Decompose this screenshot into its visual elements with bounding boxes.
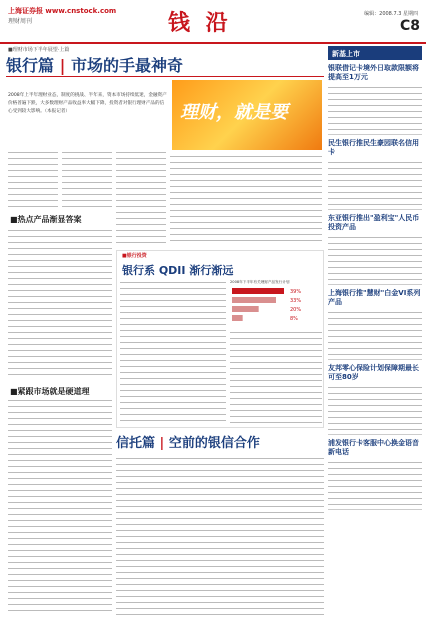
news-title: 友邦零心保险计划保障期最长可至80岁 [328, 364, 419, 381]
news-item [328, 364, 422, 435]
right-column [328, 46, 422, 616]
feature-title: 银行系 QDII 渐行渐远 [122, 264, 234, 277]
chart-title: 2008年下半年有关理财产品发行计划 [230, 280, 290, 284]
chart-value-label: 39% [290, 289, 302, 295]
chart-value-label: 20% [290, 307, 302, 313]
divider [328, 359, 422, 360]
subhead-hot: ■热点产品渐显答案 [10, 215, 82, 224]
news-item [328, 139, 422, 210]
sub-headline-sep: | [159, 436, 165, 451]
trust-body [116, 456, 324, 616]
news-item [328, 289, 422, 360]
news-body [328, 460, 422, 506]
news-item [328, 64, 422, 135]
news-item [328, 439, 422, 510]
headline-part2: 市场的手最神奇 [71, 56, 184, 75]
chart-bar [232, 297, 276, 303]
feature-body-right [230, 330, 322, 424]
bar-chart [230, 286, 322, 326]
lede-paragraph: 2008年上半年理财业态，制度的挑战、半年来，资本市场持续低迷，金融资产价格普遍下跌，大多数理财产品收益率大幅下降，投资者对银行理财产品的信心受到较大影响。（本报记者） [8, 93, 167, 114]
brand-label: 理财周刊 [8, 18, 33, 25]
right-column-header: 新基上市 [328, 46, 422, 60]
news-title: 上海银行推"慧财"白金VI系列产品 [328, 289, 421, 306]
feature-chart [230, 280, 322, 326]
news-body [328, 85, 422, 131]
hero-image [172, 80, 322, 150]
news-body [328, 160, 422, 206]
news-body [328, 385, 422, 431]
headline-part1: 银行篇 [6, 56, 55, 75]
divider [328, 434, 422, 435]
subhead-risk: ■紧跟市场就是硬道理 [10, 387, 90, 396]
chart-value-label: 33% [290, 298, 302, 304]
sub-headline [116, 432, 324, 452]
news-title: 东亚银行推出"盈利宝"人民币投资产品 [328, 214, 420, 231]
chart-bar [232, 288, 284, 294]
body-text-col3 [8, 398, 112, 614]
news-title: 民生银行推民生豪园联名信用卡 [328, 139, 419, 156]
news-body [328, 310, 422, 356]
sub-headline-part1: 信托篇 [116, 436, 156, 451]
newspaper-logo: 上海证券报 www.cnstock.com [8, 7, 117, 15]
sub-headline-part2: 空前的银信合作 [168, 436, 260, 451]
chart-bar [232, 306, 259, 312]
feature-tag: ■银行投资 [122, 253, 147, 259]
body-text-col1d [170, 154, 322, 244]
news-title: 浦发银行卡客服中心换金语音新电话 [328, 439, 419, 456]
page-number: C8 [399, 18, 420, 34]
body-text-col1c [116, 150, 166, 246]
subnav: ■理财市场下半年展望·上篇 [8, 47, 70, 53]
body-text-col1a [8, 150, 58, 210]
news-title: 银联借记卡境外日取款限额将提高至1万元 [328, 64, 419, 81]
hero-text: 理财，就是要 [180, 102, 288, 123]
chart-value-label: 8% [290, 316, 298, 322]
divider [328, 209, 422, 210]
headline-sep: | [59, 56, 66, 75]
divider [328, 284, 422, 285]
body-text-col1b [62, 150, 112, 210]
news-body [328, 235, 422, 281]
news-item [328, 214, 422, 285]
main-headline [6, 53, 324, 77]
chart-bar [232, 315, 243, 321]
divider [328, 509, 422, 510]
masthead [0, 0, 426, 44]
divider [328, 134, 422, 135]
section-title: 钱 沿 [168, 10, 232, 36]
issue-line: 编辑：2008.7.3 星期四 [364, 11, 418, 17]
body-text-col2 [8, 228, 112, 378]
feature-body [120, 280, 226, 424]
